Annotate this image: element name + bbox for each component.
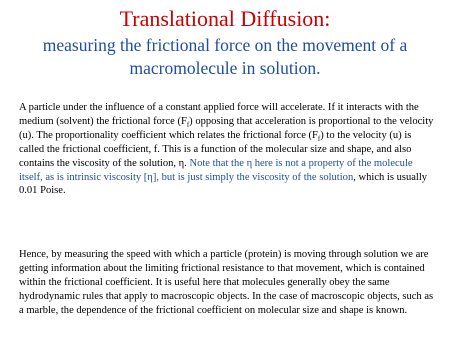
paragraph1-part2: ) opposing that acceleration is proportional to the velocity (u). The proportionality coefficient which relates the frictional force (F	[19, 115, 434, 141]
paragraph1-part4: , which is usually 0.01 Poise.	[19, 171, 428, 197]
subscript-f: f	[186, 121, 190, 130]
paragraph1-part3: ) to the velocity (u) is called the frictional coefficient, f. This is a function of the molecular size and shape, and also contains the viscosity of the solution, η.	[19, 129, 412, 169]
slide-subtitle: measuring the frictional force on the movement of a macromolecule in solution.	[42, 35, 408, 78]
viscosity-note: Note that the η here is not a property of the molecule itself, as is intrinsic viscosity [η], but is just simply the viscosity of the solution	[19, 157, 413, 183]
subscript-f: f	[317, 134, 321, 143]
paragraph-measuring-speed: Hence, by measuring the speed with which a particle (protein) is moving through solution we are getting information about the limiting frictional resistance to that movement, which is contained within the frictional coefficient. It is useful here that molecules generally obey the same hydrodynamic rules that apply to macroscopic objects. In the case of macroscopic objects, such as a marble, the dependence of the frictional coefficient on molecular size and shape is known.	[19, 249, 434, 316]
slide-title: Translational Diffusion:	[119, 6, 331, 31]
paragraph1-part1: A particle under the influence of a constant applied force will accelerate. If it interacts with the medium (solvent) the frictional force (F	[19, 102, 419, 127]
paragraph-frictional-force	[19, 101, 435, 198]
